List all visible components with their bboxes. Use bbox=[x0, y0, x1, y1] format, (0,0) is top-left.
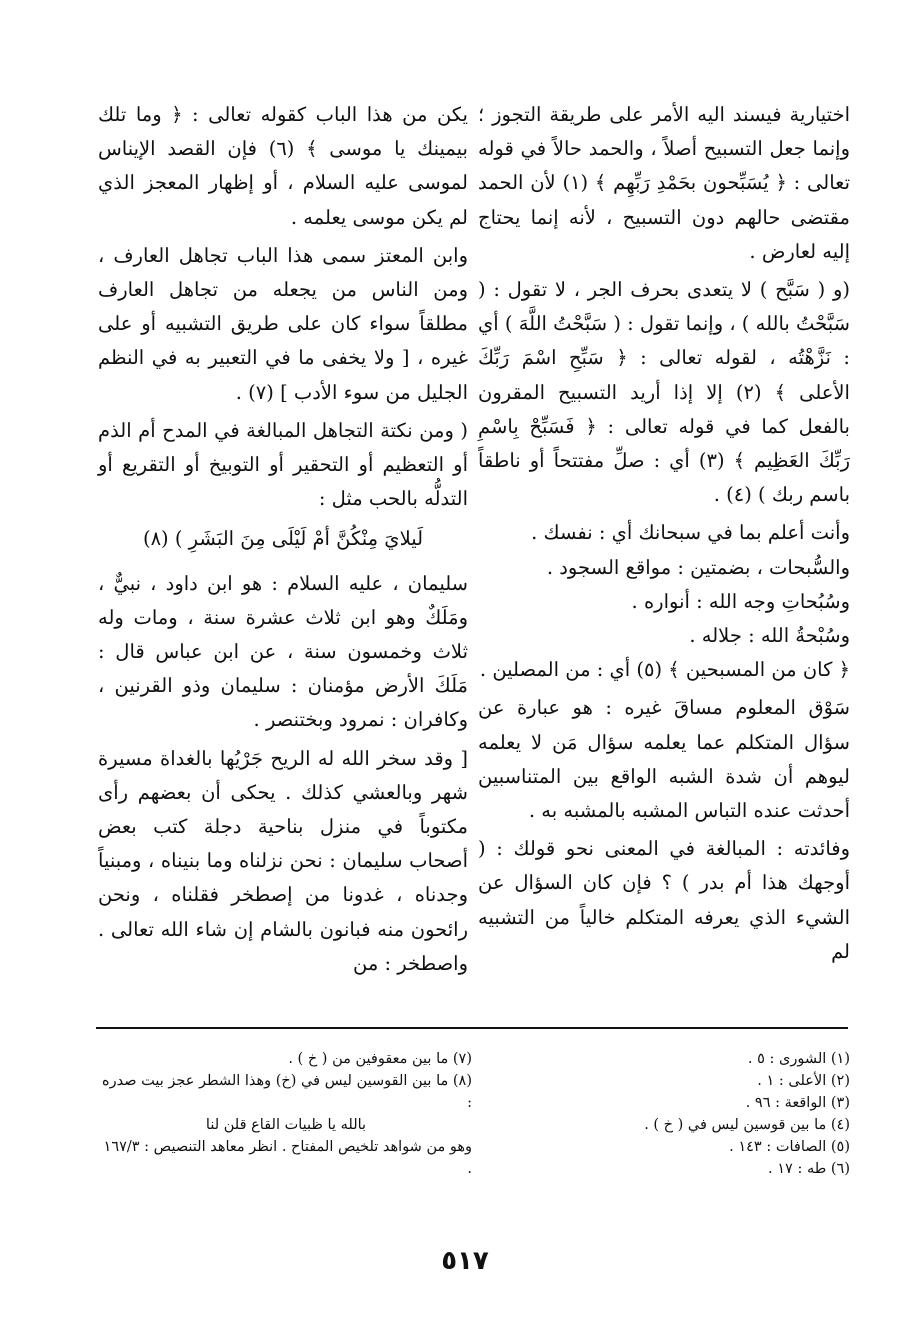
paragraph: اختيارية فيسند اليه الأمر على طريقة التجوز ؛ وإنما جعل التسبيح أصلاً ، والحمد حالاً في قوله تعالى : ﴿ يُسَبِّحون بحَمْدِ رَبِّهِم ﴾ (١) لأن الحمد مقتضى حالهم دون التسبيح ، لأنه إنما يحتاج إليه لعارض . bbox=[478, 103, 850, 263]
footnote: (٣) الواقعة : ٩٦ . bbox=[745, 1095, 850, 1111]
footnote: (٨) ما بين القوسين ليس في (خ) وهذا الشطر عجز بيت صدره : bbox=[101, 1073, 472, 1111]
paragraph: (و ( سَبَّح ) لا يتعدى بحرف الجر ، لا تقول : ( سَبَّحْتُ بالله ) ، وإنما تقول : ( سَبَّحْتُ اللَّهَ ) أي : نَزَّهْتُه ، لقوله تعالى : ﴿ سَبِّحِ اسْمَ رَبِّكَ الأعلى ﴾ (٢) إلا إذا أريد التسبيح المقرون بالفعل كما في قوله تعالى : ﴿ فَسَبِّحْ بِاسْمِ رَبِّكَ العَظِيم ﴾ (٣) أي : صلِّ مفتتحاً أو ناطقاً باسم ربك ) (٤) . bbox=[478, 278, 850, 507]
footnote-verse: بالله يا ظبيات القاع قلن لنا bbox=[205, 1117, 367, 1133]
paragraph: وفائدته : المبالغة في المعنى نحو قولك : ( أوجهك هذا أم بدر ) ؟ فإن كان السؤال عن الشيء الذي يعرفه المتكلم خالياً من التشبيه لم bbox=[478, 837, 850, 963]
paragraph: يكن من هذا الباب كقوله تعالى : ﴿ وما تلك بيمينك يا موسى ﴾ (٦) فإن القصد الإيناس لموسى عليه السلام ، أو إظهار المعجز الذي لم يكن موسى يعلمه . bbox=[98, 103, 468, 229]
paragraph: والسُّبحات ، بضمتين : مواقع السجود . bbox=[546, 555, 850, 579]
paragraph: وسُبْحةُ الله : جلاله . bbox=[689, 624, 850, 648]
footnote: (٧) ما بين معقوفين من ( خ ) . bbox=[288, 1051, 472, 1067]
paragraph: ( ومن نكتة التجاهل المبالغة في المدح أم الذم أو التعظيم أو التحقير أو التوبيخ أو التقريع أو التدلُّه بالحب مثل : bbox=[98, 418, 468, 511]
paragraph: سليمان ، عليه السلام : هو ابن داود ، نبيٌّ ، ومَلَكٌ وهو ابن ثلاث عشرة سنة ، ومات وله ثلاث وخمسون سنة ، عن ابن عباس قال : مَلَكَ الأرض مؤمنان : سليمان وذو القرنين ، وكافران : نمرود وبختنصر . bbox=[98, 571, 468, 732]
footnote: (١) الشورى : ٥ . bbox=[747, 1051, 850, 1067]
paragraph: وأنت أعلم بما في سبحانك أي : نفسك . bbox=[531, 521, 850, 545]
footnote: (٦) طه : ١٧ . bbox=[768, 1161, 850, 1177]
right-text-column bbox=[478, 98, 850, 969]
footnote: وهو من شواهد تلخيص المفتاح . انظر معاهد التنصيص : ١٦٧/٣ . bbox=[103, 1139, 472, 1177]
poetry-verse: لَيلايَ مِنْكُنَّ أمْ لَيْلَى مِنَ البَشَرِ ) (٨) bbox=[142, 527, 424, 551]
paragraph: وسُبُحاتِ وجه الله : أنواره . bbox=[631, 589, 850, 613]
page-number: ٥١٧ bbox=[441, 1246, 489, 1276]
paragraph: ﴿ كان من المسبحين ﴾ (٥) أي : من المصلين . bbox=[479, 658, 850, 682]
paragraph: سَوْق المعلوم مساقَ غيره : هو عبارة عن سؤال المتكلم عما يعلمه سؤال مَن لا يعلمه ليوهم أن شدة الشبه الواقع بين المتناسبين أحدثت عنده التباس المشبه بالمشبه به . bbox=[478, 696, 850, 823]
footnotes-left bbox=[100, 1048, 472, 1180]
left-text-column bbox=[98, 98, 468, 981]
paragraph: [ وقد سخر الله له الريح جَرْيُها بالغداة مسيرة شهر وبالعشي كذلك . يحكى أن بعضهم رأى مكتوباً في منزل بناحية دجلة كتب بعض أصحاب سليمان : نحن نزلناه وما بنيناه ، ومبنياً وجدناه ، غدونا من إصطخر فقلناه ، ونحن رائحون منه فبانون بالشام إن شاء الله تعالى . واصطخر : من bbox=[98, 746, 468, 975]
footnote: (٢) الأعلى : ١ . bbox=[757, 1073, 850, 1089]
footnotes-right bbox=[560, 1048, 850, 1180]
paragraph: وابن المعتز سمى هذا الباب تجاهل العارف ، ومن الناس من يجعله من تجاهل العارف مطلقاً سواء كان على طريق التشبيه أو على غيره ، [ ولا يخفى ما في التعبير به في النظم الجليل من سوء الأدب ] (٧) . bbox=[98, 243, 468, 404]
footnote: (٥) الصافات : ١٤٣ . bbox=[729, 1139, 850, 1155]
footnote-divider bbox=[96, 1027, 848, 1029]
footnote: (٤) ما بين قوسين ليس في ( خ ) . bbox=[644, 1117, 850, 1133]
